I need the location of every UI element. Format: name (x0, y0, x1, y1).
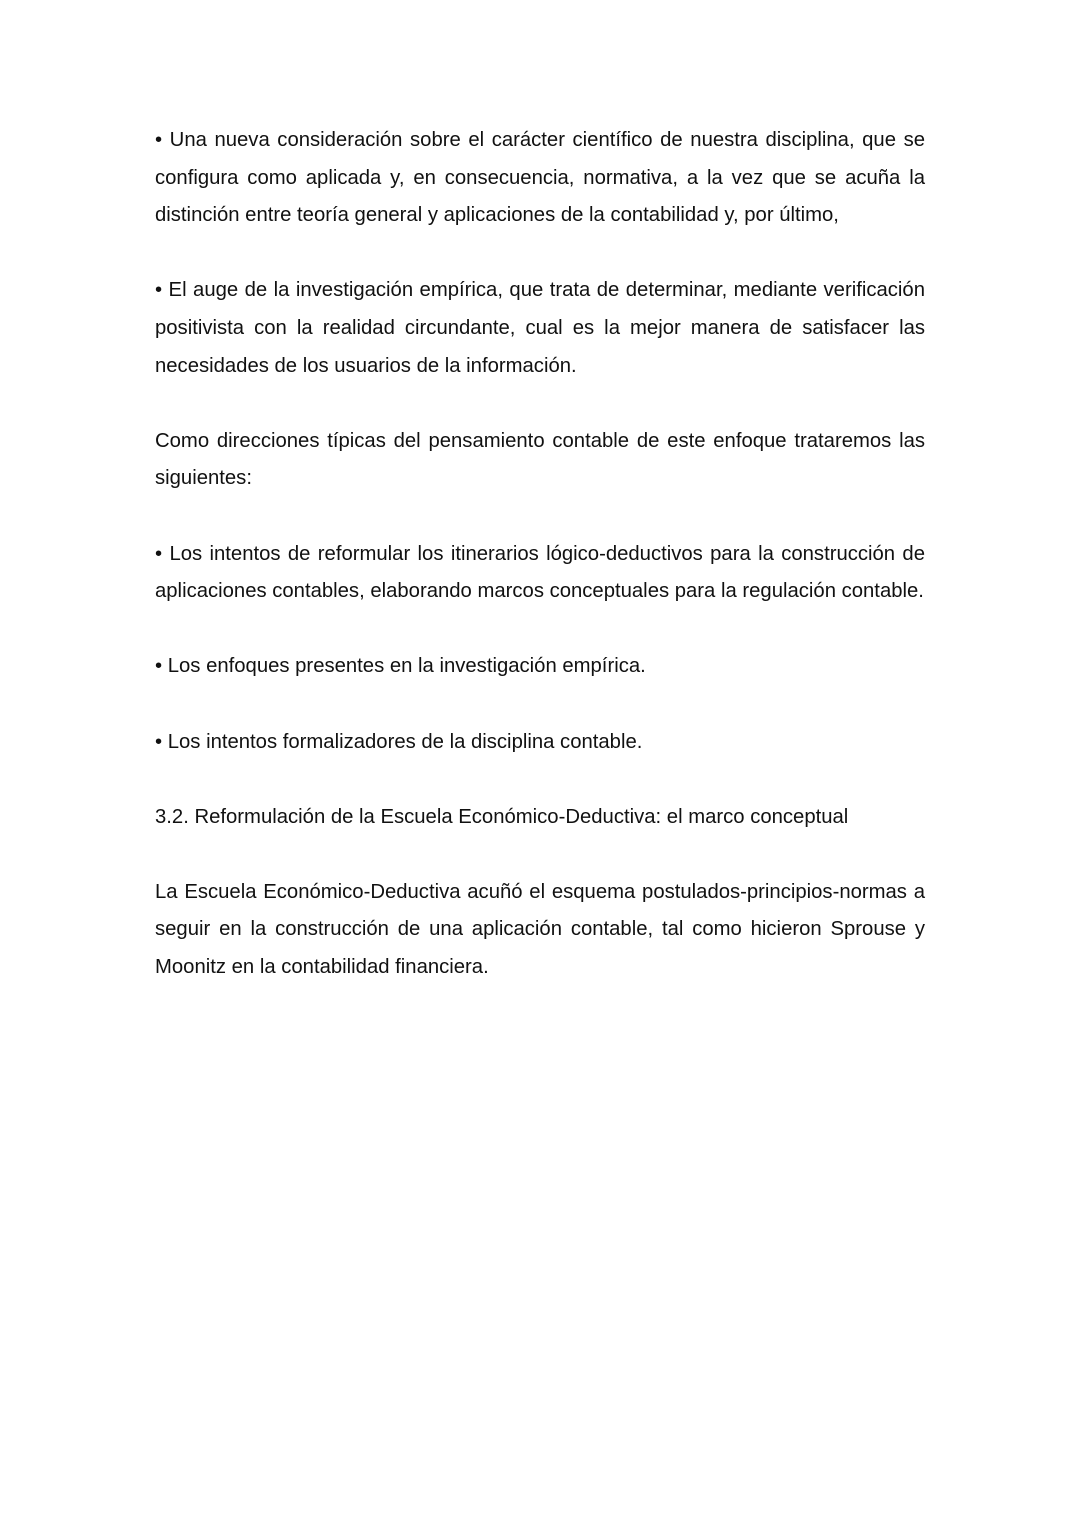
bullet-scientific-character: • Una nueva consideración sobre el carácter científico de nuestra disciplina, que se configura como aplicada y, en consecuencia, normativa, a la vez que se acuña la distinción entre teoría general y aplicaciones de la contabilidad y, por último, (155, 129, 925, 227)
bullet-formalizing-attempts: • Los intentos formalizadores de la disciplina contable. (155, 730, 643, 753)
school-scheme-paragraph: La Escuela Económico-Deductiva acuñó el esquema postulados-principios-normas a seguir en la construcción de una aplicación contable, tal como hicieron Sprouse y Moonitz en la contabilidad financiera. (155, 880, 925, 979)
section-heading-3-2: 3.2. Reformulación de la Escuela Económico-Deductiva: el marco conceptual (155, 805, 849, 828)
bullet-reformulate-itineraries: • Los intentos de reformular los itinerarios lógico-deductivos para la construcción de aplicaciones contables, elaborando marcos conceptuales para la regulación contable. (155, 542, 925, 603)
document-page (155, 122, 925, 1024)
bullet-empirical-research: • El auge de la investigación empírica, que trata de determinar, mediante verificación positivista con la realidad circundante, cual es la mejor manera de satisfacer las necesidades de los usuarios de la información. (155, 279, 925, 377)
intro-directions-paragraph: Como direcciones típicas del pensamiento contable de este enfoque trataremos las siguientes: (155, 429, 925, 490)
bullet-empirical-approaches: • Los enfoques presentes en la investigación empírica. (155, 655, 646, 678)
